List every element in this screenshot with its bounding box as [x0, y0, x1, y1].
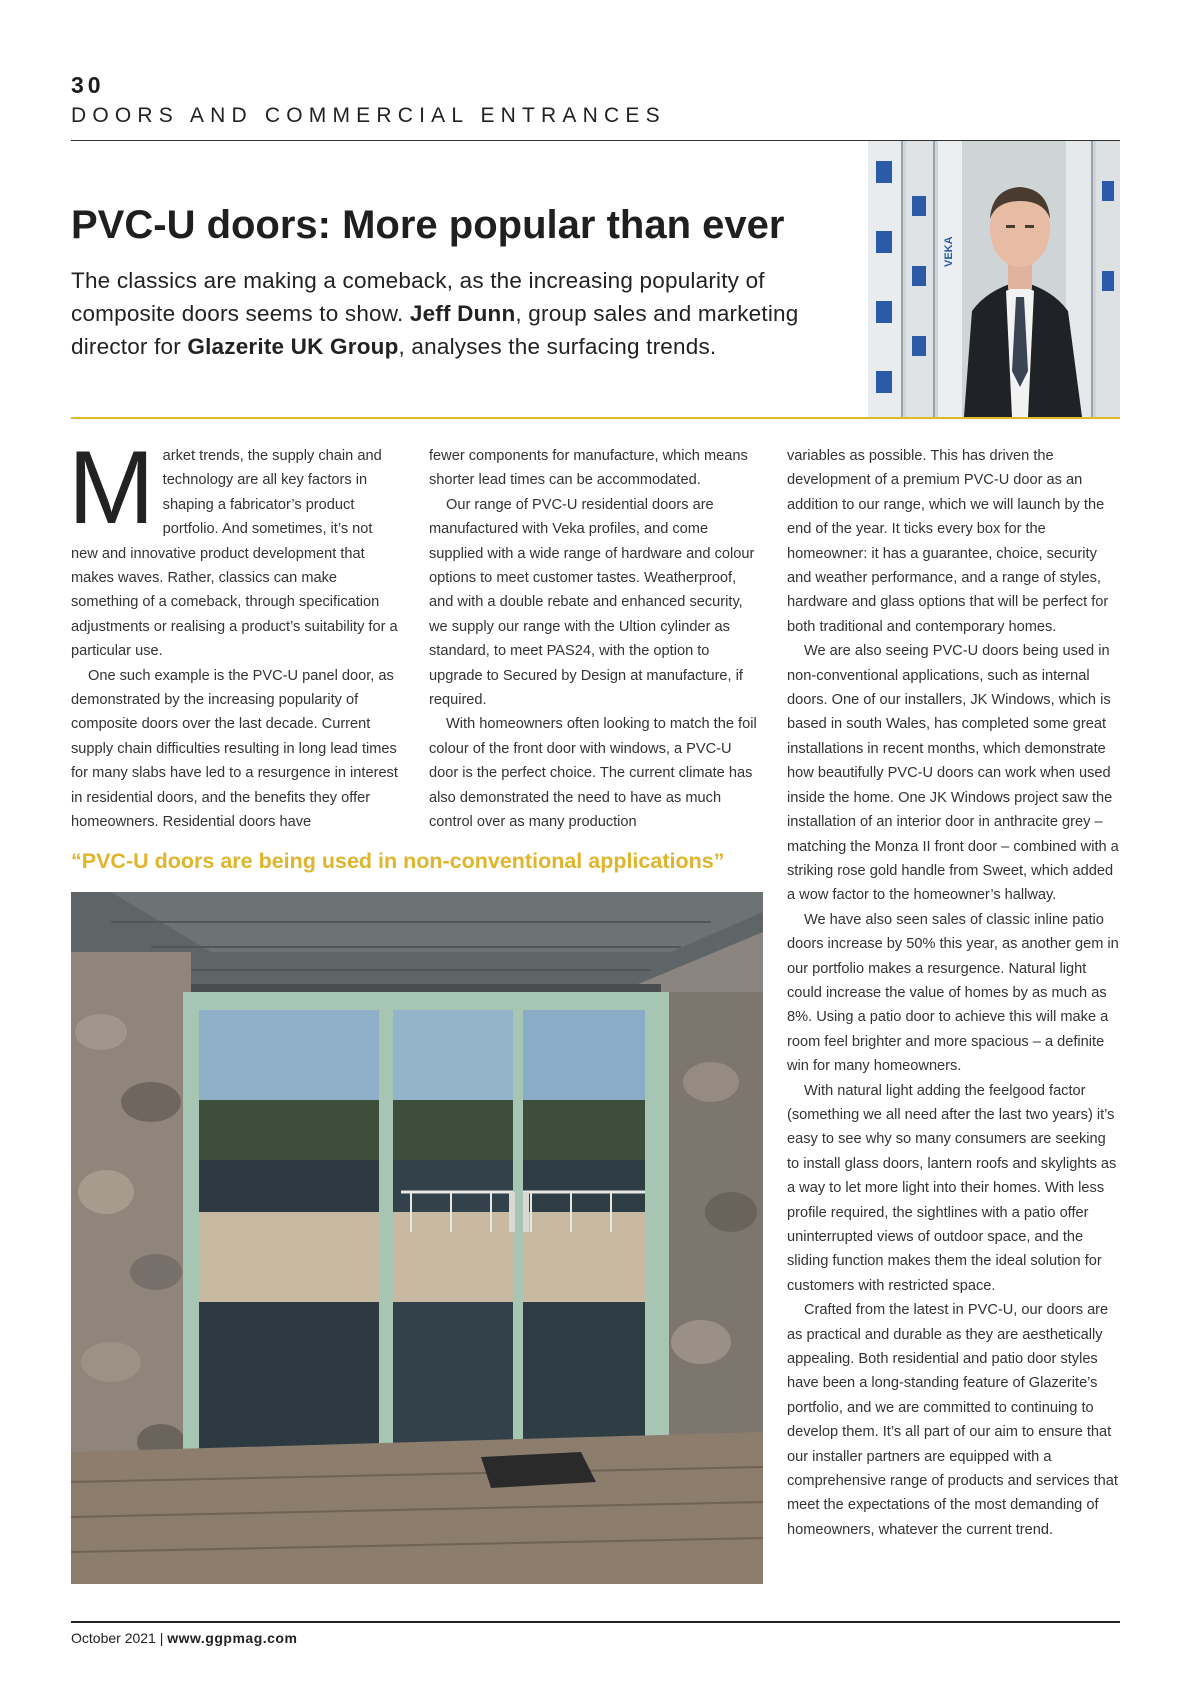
author-name: Jeff Dunn [409, 301, 516, 326]
article-headline: PVC-U doors: More popular than ever [71, 203, 785, 247]
footer-separator: | [155, 1630, 168, 1646]
body-paragraph: variables as possible. This has driven the development of a premium PVC-U door as an addition to our range, which we will launch by the end of the year. It ticks every box for the homeowner: it has a guarantee, choice, security and weather performance, and a range of styles, hardware and glass options that will be perfect for both traditional and contemporary homes. [787, 448, 1109, 635]
patio-door-photo [71, 892, 763, 1584]
body-paragraph: One such example is the PVC-U panel door, as demonstrated by the increasing popularity of composite doors over the last decade. Current supply chain difficulties resulting in long lead times for many slabs have led to a resurgence in interest in residential doors, and the benefits they offer homeowners. Residential doors have [71, 667, 398, 831]
decking [71, 1432, 763, 1584]
body-paragraph: With natural light adding the feelgood factor (something we all need after the last two years) it’s easy to see why so many consumers are seeking to install glass doors, lantern roofs and skylights as a way to let more light into their homes. With less profile required, the sightlines with a patio offer uninterrupted views of outdoor space, and the sliding function makes them the ideal solution for customers with restricted space. [787, 1082, 1117, 1294]
doormat [481, 1452, 596, 1488]
standfirst-text: , group sales and marketing director for [71, 301, 799, 359]
paragraph-text: arket trends, the supply chain and technology are all key factors in shaping a fabricator’s product portfolio. And sometimes, it’s not new and innovative product development that makes waves. Rather, classics can make something of a comeback, through specification adjustments or realising a product’s suitability for a particular use. [71, 448, 398, 660]
body-column-2 [429, 444, 762, 835]
body-paragraph: Crafted from the latest in PVC-U, our doors are as practical and durable as they are aesthetically appealing. Both residential and patio door styles have been a long-standing feature of Glazerite’s portfolio, and we are committed to continuing to develop them. It’s all part of our aim to ensure that our installer partners are equipped with a comprehensive range of products and services that meet the expectations of the most demanding of homeowners, whatever the current trend. [787, 1302, 1118, 1538]
body-paragraph: Our range of PVC-U residential doors are manufactured with Veka profiles, and come supplied with a wide range of hardware and colour options to meet customer tastes. Weatherproof, and with a double rebate and enhanced security, we supply our range with the Ultion cylinder as standard, to meet PAS24, with the option to upgrade to Secured by Design at manufacture, if required. [429, 496, 755, 709]
page-number: 30 [71, 72, 105, 98]
drop-cap: M [68, 430, 155, 546]
gold-divider [71, 417, 1120, 419]
footer-date: October 2021 [71, 1630, 156, 1646]
body-paragraph: fewer components for manufacture, which means shorter lead times can be accommodated. [429, 448, 748, 489]
body-column-1 [68, 430, 403, 835]
pull-quote: “PVC-U doors are being used in non-conventional applications” [71, 849, 725, 873]
body-paragraph: With homeowners often looking to match the foil colour of the front door with windows, a PVC-U door is the perfect choice. The current climate has also demonstrated the need to have as much control over as many production [429, 716, 757, 831]
standfirst-text: , analyses the surfacing trends. [398, 334, 717, 359]
section-title: DOORS AND COMMERCIAL ENTRANCES [71, 104, 666, 127]
body-column-3 [787, 444, 1120, 1542]
standfirst-text: The classics are making a comeback, as the increasing popularity of composite doors seems to show. [71, 268, 765, 326]
sage-patio-door-frame [183, 992, 669, 1462]
veka-logo-text: VEKA [943, 236, 955, 267]
article-standfirst [71, 264, 861, 363]
footer-url: www.ggpmag.com [167, 1630, 298, 1646]
body-paragraph: We have also seen sales of classic inline patio doors increase by 50% this year, as another gem in our portfolio makes a resurgence. Natural light could increase the value of homes by as much as 8%. Using a patio door to achieve this will make a room feel brighter and more spacious – a definite win for many homeowners. [787, 911, 1119, 1075]
body-paragraph: We are also seeing PVC-U doors being used in non-conventional applications, such as internal doors. One of our installers, JK Windows, which is based in south Wales, has completed some great installations in recent months, which demonstrate how beautifully PVC-U doors can work when used inside the home. One JK Windows project saw the installation of an interior door in anthracite grey – matching the Monza II front door – combined with a striking rose gold handle from Sweet, which added a wow factor to the homeowner’s hallway. [787, 643, 1119, 904]
body-paragraph [68, 430, 403, 664]
company-name: Glazerite UK Group [187, 334, 399, 359]
author-portrait [868, 141, 1120, 417]
footer-divider [71, 1621, 1120, 1623]
page-footer [71, 1630, 297, 1646]
